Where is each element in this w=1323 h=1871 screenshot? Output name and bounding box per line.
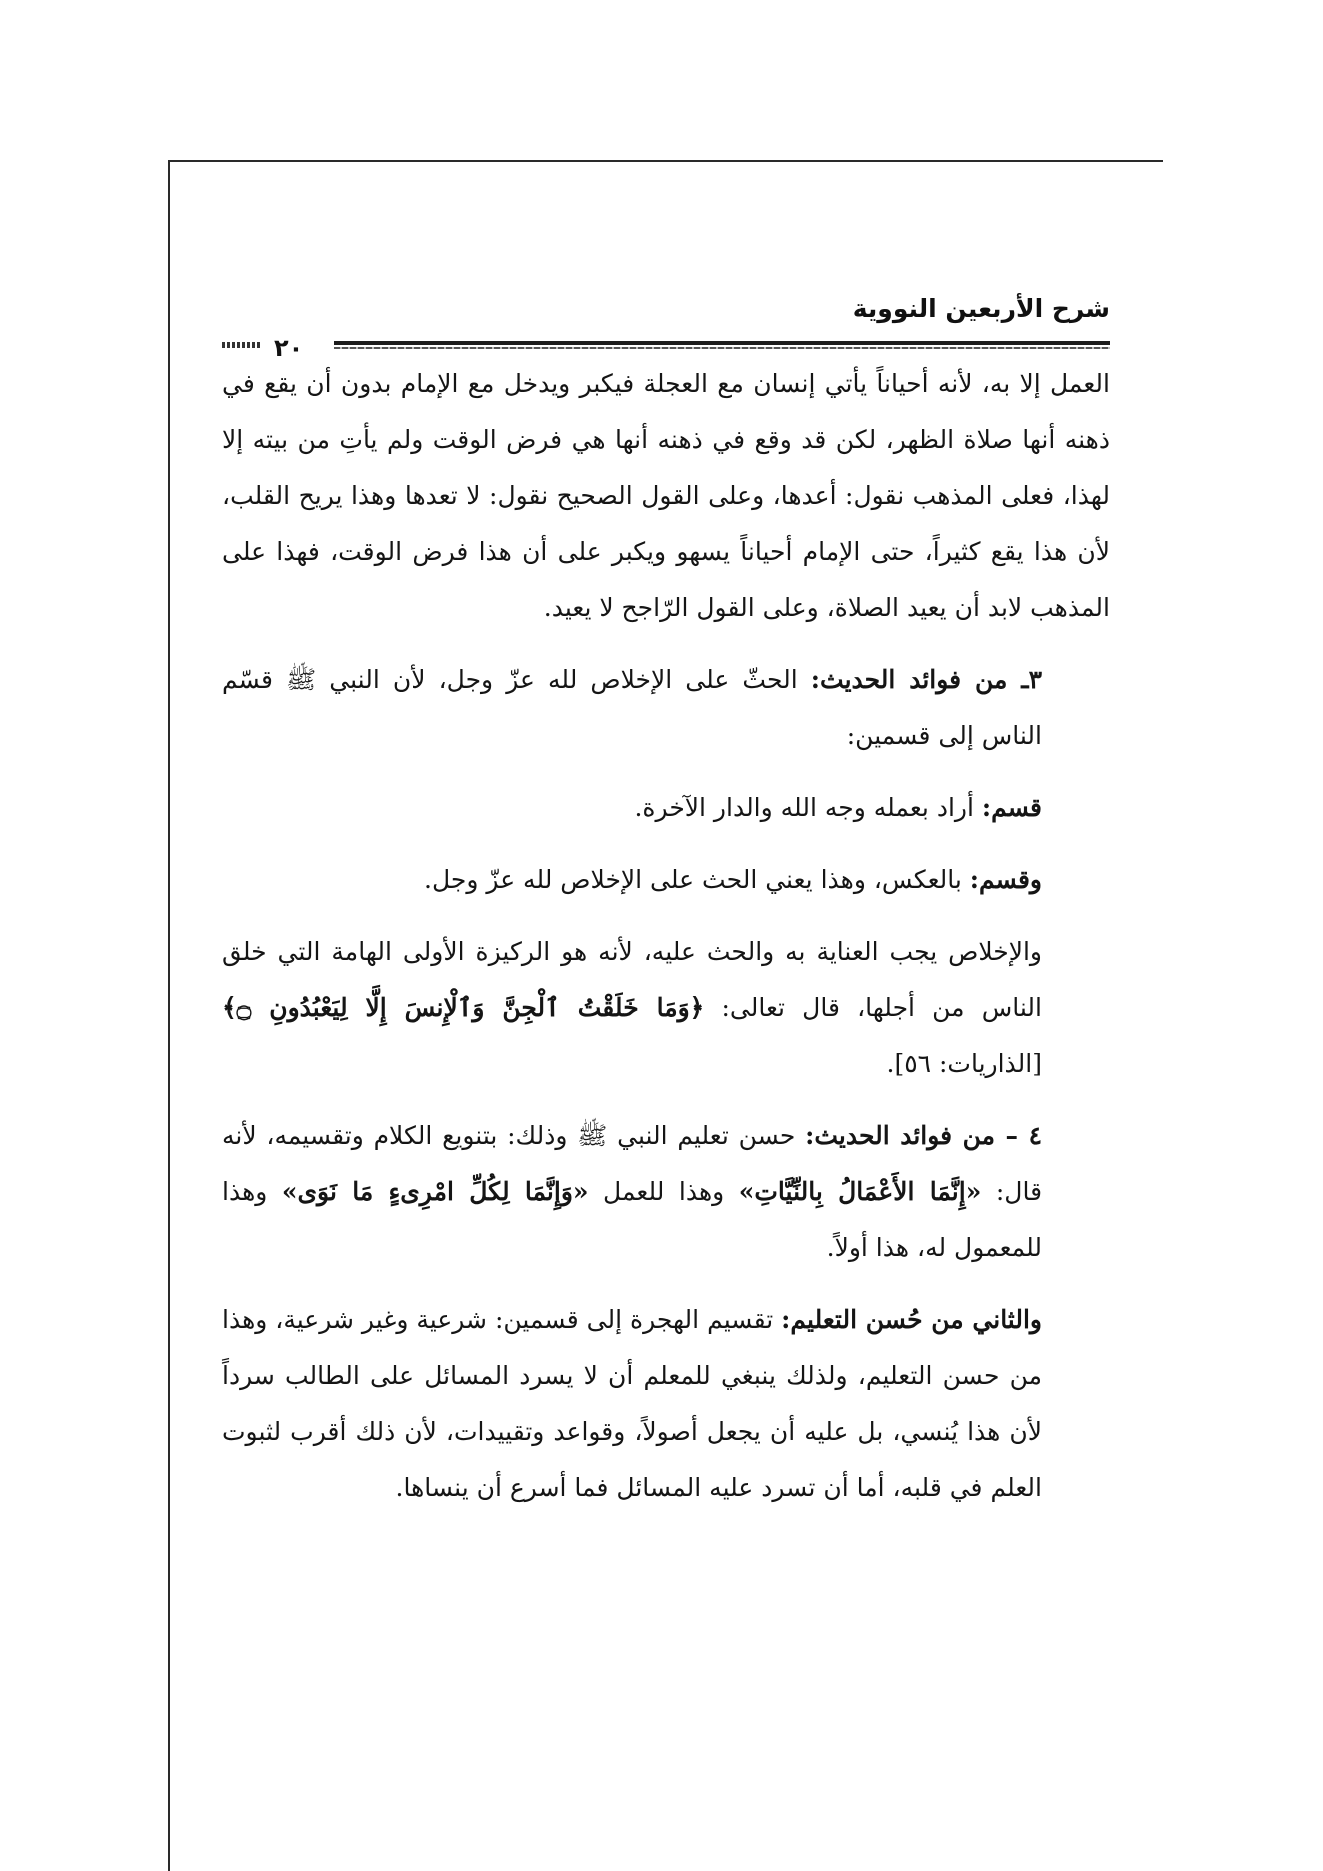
paragraph-7-lead: والثاني من حُسن التعليم: (781, 1305, 1042, 1334)
verse-reference: [الذاريات: ٥٦]. (886, 1049, 1042, 1078)
paragraph-4 (222, 852, 1110, 908)
book-title: شرح الأربعين النووية (852, 294, 1110, 323)
paragraph-5-text: والإخلاص يجب العناية به والحث عليه، لأنه هو الركيزة الأولى الهامة التي خلق الناس من أجلها، قال تعالى: (222, 937, 1042, 1022)
paragraph-6-lead: ٤ – من فوائد الحديث: (805, 1121, 1043, 1150)
page-body (222, 356, 1110, 1516)
header-rule (334, 341, 1110, 345)
paragraph-3 (222, 780, 1110, 836)
page-frame-left (168, 160, 170, 1871)
page-frame-top (168, 160, 1163, 162)
paragraph-7-text: تقسيم الهجرة إلى قسمين: شرعية وغير شرعية، وهذا من حسن التعليم، ولذلك ينبغي للمعلم أن لا يسرد المسائل على الطالب سرداً لأن هذا يُنسي، بل عليه أن يجعل أصولاً، وقواعد وتقييدات، لأن ذلك أقرب لثبوت العلم في قلبه، أما أن تسرد عليه المسائل فما أسرع أن ينساها. (222, 1305, 1042, 1502)
quran-verse: ﴿وَمَا خَلَقْتُ ٱلْجِنَّ وَٱلْإِنسَ إِلَّا لِيَعْبُدُونِ ۝﴾ (222, 993, 705, 1022)
paragraph-6 (222, 1108, 1110, 1276)
hadith-quote-1: «إِنَّمَا الأَعْمَالُ بِالنِّيَّاتِ» (738, 1177, 982, 1206)
hadith-quote-2: «وَإِنَّمَا لِكُلِّ امْرِىءٍ مَا نَوَى» (281, 1177, 589, 1206)
paragraph-2-text: الحثّ على الإخلاص لله عزّ وجل، لأن النبي ﷺ قسّم الناس إلى قسمين: (222, 665, 1042, 750)
paragraph-4-lead: وقسم: (969, 865, 1042, 894)
header-ornament (222, 342, 260, 348)
header-rule-secondary (334, 347, 1110, 349)
paragraph-2 (222, 652, 1110, 764)
paragraph-6-text-2: وهذا للعمل (603, 1177, 725, 1206)
paragraph-5 (222, 924, 1110, 1092)
paragraph-2-lead: ٣ـ من فوائد الحديث: (810, 665, 1042, 694)
paragraph-6-text-3: وهذا للمعمول له، هذا أولاً. (222, 1177, 1042, 1262)
paragraph-1: العمل إلا به، لأنه أحياناً يأتي إنسان مع العجلة فيكبر ويدخل مع الإمام بدون أن يقع في ذهنه أنها صلاة الظهر، لكن قد وقع في ذهنه أنها هي فرض الوقت ولم يأتِ من بيته إلا لهذا، فعلى المذهب نقول: أعدها، وعلى القول الصحيح نقول: لا تعدها وهذا يريح القلب، لأن هذا يقع كثيراً، حتى الإمام أحياناً يسهو ويكبر على أن هذا فرض الوقت، فهذا على المذهب لابد أن يعيد الصلاة، وعلى القول الرّاجح لا يعيد. (222, 369, 1110, 622)
paragraph-3-text: أراد بعمله وجه الله والدار الآخرة. (634, 793, 974, 822)
page-number: ٢٠ (274, 334, 304, 362)
page-header (222, 290, 1110, 362)
paragraph-4-text: بالعكس، وهذا يعني الحث على الإخلاص لله عزّ وجل. (424, 865, 962, 894)
paragraph-7 (222, 1292, 1110, 1516)
paragraph-6-text-1: حسن تعليم النبي ﷺ وذلك: بتنويع الكلام وتقسيمه، لأنه قال: (222, 1121, 1043, 1206)
book-page (222, 290, 1110, 1516)
paragraph-3-lead: قسم: (981, 793, 1042, 822)
